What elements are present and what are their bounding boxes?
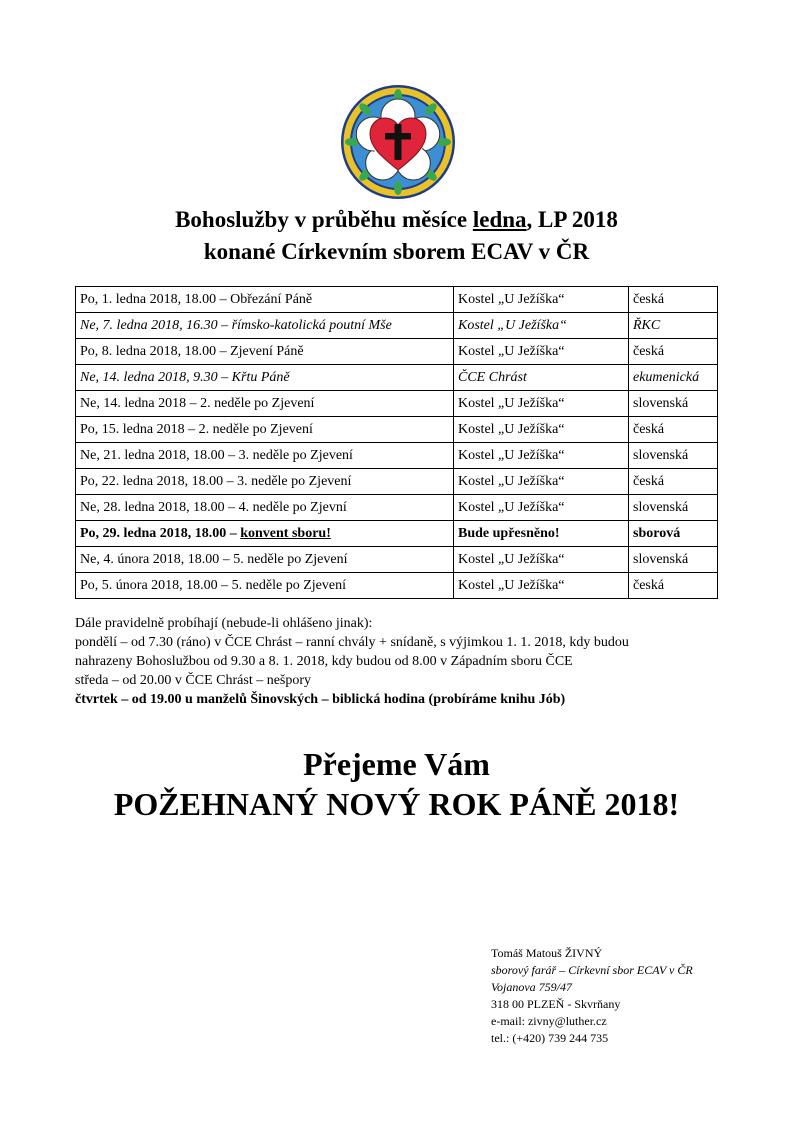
schedule-row [76,495,718,521]
place-cell: Kostel „U Ježíška“ [454,495,629,521]
wish-line1: Přejeme Vám [303,746,490,782]
luther-rose-icon [340,84,456,200]
event-cell [76,469,454,495]
event-text: Ne, 14. ledna 2018 – 2. neděle po Zjevení [80,395,315,411]
place-cell: Kostel „U Ježíška“ [454,339,629,365]
event-cell [76,287,454,313]
event-text: Po, 8. ledna 2018, 18.00 – Zjevení Páně [80,343,304,359]
event-cell [76,547,454,573]
event-cell [76,573,454,599]
event-cell [76,365,454,391]
signature-email[interactable]: e-mail: zivny@luther.cz [491,1014,607,1028]
schedule-row [76,313,718,339]
event-text: Ne, 21. ledna 2018, 18.00 – 3. neděle po Zjevení [80,447,353,463]
language-cell: česká [629,469,718,495]
language-cell: česká [629,287,718,313]
schedule-row [76,391,718,417]
regular-events-intro: Dále pravidelně probíhají (nebude-li ohlášeno jinak): [75,616,373,631]
signature-block [491,945,693,1047]
schedule-row [76,287,718,313]
signature-phone: tel.: (+420) 739 244 735 [491,1031,609,1045]
monday-event-line2: nahrazeny Bohoslužbou od 9.30 a 8. 1. 2018, kdy budou od 8.00 v Západním sboru ČCE [75,654,573,669]
event-cell [76,443,454,469]
regular-events [75,614,629,709]
language-cell: slovenská [629,443,718,469]
place-cell: Kostel „U Ježíška“ [454,313,629,339]
monday-event-line1: pondělí – od 7.30 (ráno) v ČCE Chrást – ranní chvály + snídaně, s výjimkou 1. 1. 2018, kdy budou [75,635,629,650]
language-cell: ekumenická [629,365,718,391]
place-cell: Kostel „U Ježíška“ [454,391,629,417]
language-cell: slovenská [629,495,718,521]
event-text: Ne, 28. ledna 2018, 18.00 – 4. neděle po Zjevní [80,499,347,515]
place-cell: ČCE Chrást [454,365,629,391]
language-cell: česká [629,417,718,443]
page-title [0,205,793,235]
event-cell [76,339,454,365]
schedule-row [76,365,718,391]
event-cell [76,417,454,443]
event-cell [76,313,454,339]
event-text: Po, 15. ledna 2018 – 2. neděle po Zjevení [80,421,313,437]
place-cell: Bude upřesněno! [454,521,629,547]
schedule-row [76,417,718,443]
place-cell: Kostel „U Ježíška“ [454,417,629,443]
place-cell: Kostel „U Ježíška“ [454,287,629,313]
event-text: Po, 29. ledna 2018, 18.00 – [80,525,241,541]
schedule-row [76,521,718,547]
wednesday-event: středa – od 20.00 v ČCE Chrást – nešpory [75,673,312,688]
language-cell: ŘKC [629,313,718,339]
wish-line2: POŽEHNANÝ NOVÝ ROK PÁNĚ 2018! [113,786,680,822]
event-text: Ne, 14. ledna 2018, 9.30 – Křtu Páně [80,369,290,385]
event-text: Po, 22. ledna 2018, 18.00 – 3. neděle po Zjevení [80,473,352,489]
signature-role: sborový farář – Církevní sbor ECAV v ČR [491,963,693,977]
event-text: Po, 5. února 2018, 18.00 – 5. neděle po Zjevení [80,577,346,593]
thursday-event: čtvrtek – od 19.00 u manželů Šinovských – biblická hodina (probíráme knihu Jób) [75,692,566,707]
schedule-row [76,339,718,365]
place-cell: Kostel „U Ježíška“ [454,443,629,469]
title-month: ledna [472,207,527,232]
signature-street: Vojanova 759/47 [491,980,572,994]
language-cell: česká [629,339,718,365]
schedule-row [76,573,718,599]
schedule-row [76,443,718,469]
event-text: Po, 1. ledna 2018, 18.00 – Obřezání Páně [80,291,313,307]
schedule-row [76,469,718,495]
event-cell [76,391,454,417]
event-highlight: konvent sboru! [240,525,331,541]
signature-name: Tomáš Matouš ŽIVNÝ [491,946,603,960]
place-cell: Kostel „U Ježíška“ [454,469,629,495]
schedule-row [76,547,718,573]
place-cell: Kostel „U Ježíška“ [454,547,629,573]
event-cell [76,521,454,547]
language-cell: sborová [629,521,718,547]
language-cell: česká [629,573,718,599]
title-prefix: Bohoslužby v průběhu měsíce [175,207,473,232]
signature-city: 318 00 PLZEŇ - Skvrňany [491,997,621,1011]
event-text: Ne, 7. ledna 2018, 16.30 – římsko-katolická poutní Mše [80,317,392,333]
schedule-table [75,286,718,599]
title-suffix: , LP 2018 [526,207,618,232]
place-cell: Kostel „U Ježíška“ [454,573,629,599]
event-text: Ne, 4. února 2018, 18.00 – 5. neděle po Zjevení [80,551,348,567]
language-cell: slovenská [629,547,718,573]
event-cell [76,495,454,521]
language-cell: slovenská [629,391,718,417]
page-subtitle: konané Církevním sborem ECAV v ČR [203,239,590,264]
